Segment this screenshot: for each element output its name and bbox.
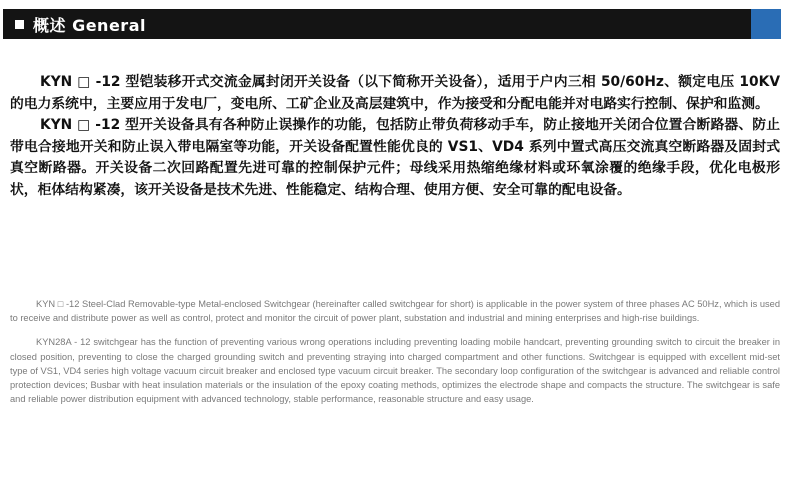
english-paragraph-2: KYN28A - 12 switchgear has the function of preventing various wrong operations including preventing loading mobile handcart, preventing grounding switch to circuit the breaker in closed position, preventing to close the charged grounding switch and preventing straying into charged compartment and other functions. Switchgear is equipped with excellent mid-set type of VS1, VD4 series high voltage vacuum circuit breaker and enclosed type vacuum circuit breaker. The secondary loop configuration of the switchgear is advanced and reliable control protection devices; Busbar with heat insulation materials or the insulation of the epoxy coating methods, optimizes the electrode shape and compacts the structure. The switchgear is safe and reliable power distribution equipment with advanced technology, stable performance, reasonable structure and easy usage. <box>10 337 780 405</box>
chinese-paragraph-1: KYN □ -12 型铠装移开式交流金属封闭开关设备（以下简称开关设备），适用于户内三相 50/60Hz、额定电压 10KV 的电力系统中，主要应用于发电厂，变电所、工矿企业及高层建筑中，作为接受和分配电能并对电路实行控制、保护和监测。 <box>10 74 780 112</box>
english-paragraph-1: KYN □ -12 Steel-Clad Removable-type Metal-enclosed Switchgear (hereinafter called switchgear for short) is applicable in the power system of three phases AC 50Hz, which is used to receive and distribute power as well as control, protect and monitor the circuit of power plant, substation and industrial and mining enterprises and high-rise buildings. <box>10 299 780 324</box>
chinese-paragraph-2: KYN □ -12 型开关设备具有各种防止误操作的功能，包括防止带负荷移动手车，防止接地开关闭合位置合断路器、防止带电合接地开关和防止误入带电隔室等功能，开关设备配置性能优良的 VS1、VD4 系列中置式高压交流真空断路器及固封式真空断路器。开关设备二次回路配置先进可靠的控制保护元件；母线采用热缩绝缘材料或环氧涂覆的绝缘手段，优化电极形状，柜体结构紧凑，该开关设备是技术先进、性能稳定、结构合理、使用方便、安全可靠的配电设备。 <box>10 117 780 198</box>
section-header <box>3 9 781 39</box>
section-title: 概述 General <box>33 15 146 35</box>
english-description <box>10 297 780 416</box>
chinese-description <box>10 72 780 201</box>
square-bullet-icon <box>15 20 24 29</box>
header-accent-block <box>751 9 781 39</box>
